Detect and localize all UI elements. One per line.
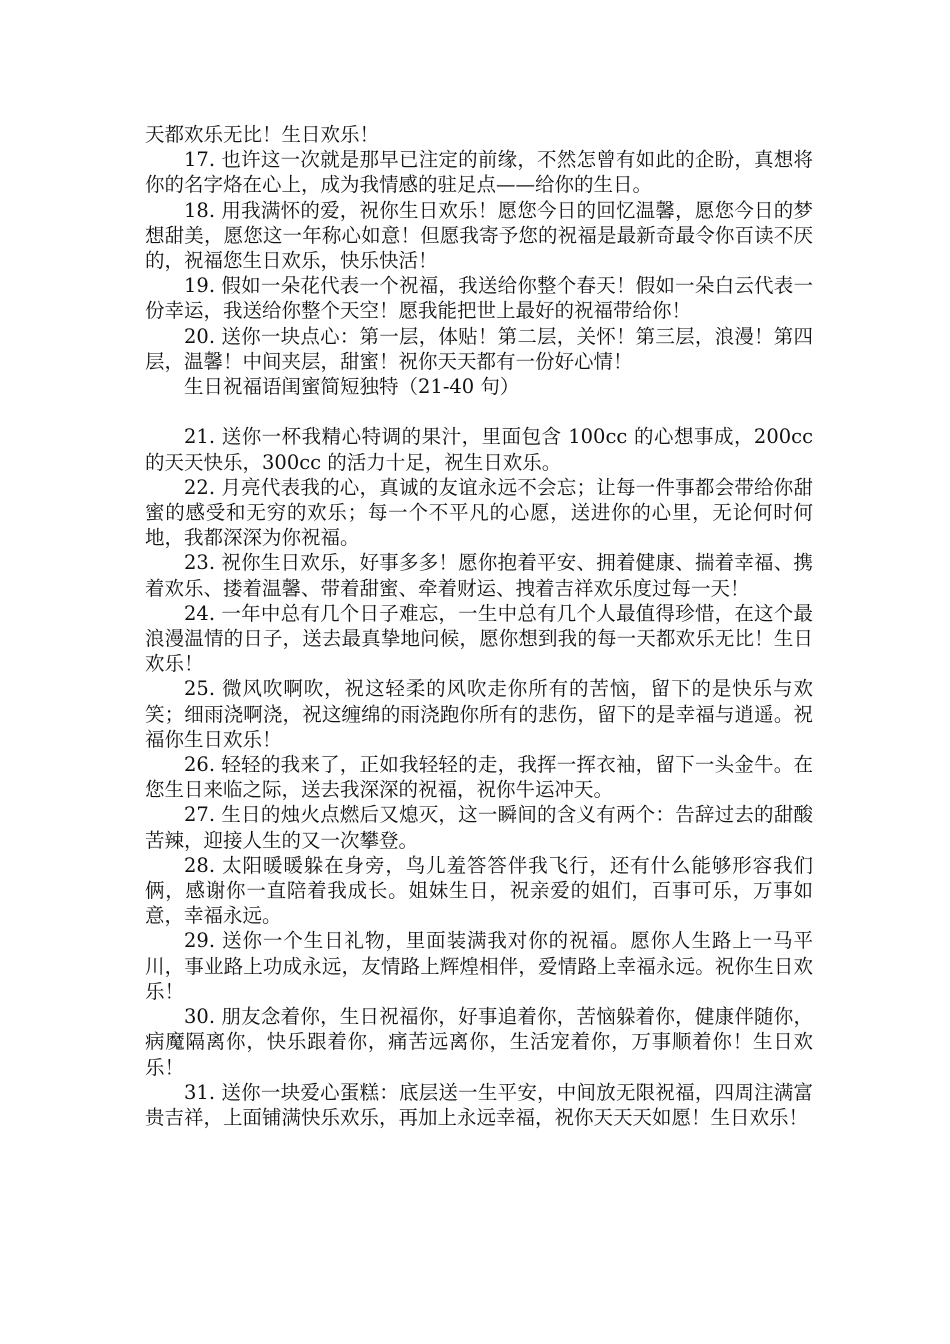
paragraph-21: 21. 送你一杯我精心特调的果汁，里面包含 100cc 的心想事成，200cc 的天天快乐，300cc 的活力十足，祝生日欢乐。 <box>145 425 813 474</box>
paragraph-31: 31. 送你一块爱心蛋糕：底层送一生平安，中间放无限祝福，四周注满富贵吉祥，上面铺满快乐欢乐，再加上永远幸福，祝你天天天如愿！生日欢乐！ <box>145 1080 813 1129</box>
paragraph-24: 24. 一年中总有几个日子难忘，一生中总有几个人最值得珍惜，在这个最浪漫温情的日子，送去最真挚地问候，愿你想到我的每一天都欢乐无比！生日欢乐！ <box>145 601 813 676</box>
section-heading: 生日祝福语闺蜜简短独特（21-40 句） <box>184 375 520 399</box>
paragraph-20: 20. 送你一块点心：第一层，体贴！第二层，关怀！第三层，浪漫！第四层，温馨！中间夹层，甜蜜！祝你天天都有一份好心情！ <box>145 324 813 373</box>
paragraph-29: 29. 送你一个生日礼物，里面装满我对你的祝福。愿你人生路上一马平川，事业路上功成永远，友情路上辉煌相伴，爱情路上幸福永远。祝你生日欢乐！ <box>145 929 813 1003</box>
blank-line <box>145 399 813 424</box>
document-body <box>145 122 813 1130</box>
paragraph-22: 22. 月亮代表我的心，真诚的友谊永远不会忘；让每一件事都会带给你甜蜜的感受和无穷的欢乐；每一个不平凡的心愿，送进你的心里，无论何时何地，我都深深为你祝福。 <box>145 475 813 550</box>
paragraph-30: 30. 朋友念着你，生日祝福你，好事追着你，苦恼躲着你，健康伴随你，病魔隔离你，快乐跟着你，痛苦远离你，生活宠着你，万事顺着你！生日欢乐！ <box>145 1005 813 1079</box>
lead-fragment: 天都欢乐无比！生日欢乐！ <box>145 123 380 146</box>
paragraph-25: 25. 微风吹啊吹，祝这轻柔的风吹走你所有的苦恼，留下的是快乐与欢笑；细雨浇啊浇，祝这缠绵的雨浇跑你所有的悲伤，留下的是幸福与逍遥。祝福你生日欢乐！ <box>145 677 813 751</box>
paragraph-18: 18. 用我满怀的爱，祝你生日欢乐！愿您今日的回忆温馨，愿您今日的梦想甜美，愿您这一年称心如意！但愿我寄予您的祝福是最新奇最令你百读不厌的，祝福您生日欢乐，快乐快活！ <box>145 198 813 273</box>
paragraph-27: 27. 生日的烛火点燃后又熄灭，这一瞬间的含义有两个：告辞过去的甜酸苦辣，迎接人生的又一次攀登。 <box>145 803 813 852</box>
paragraph-17: 17. 也许这一次就是那早已注定的前缘，不然怎曾有如此的企盼，真想将你的名字烙在心上，成为我情感的驻足点——给你的生日。 <box>145 148 813 197</box>
paragraph-26: 26. 轻轻的我来了，正如我轻轻的走，我挥一挥衣袖，留下一头金牛。在您生日来临之际，送去我深深的祝福，祝你牛运冲天。 <box>145 753 813 802</box>
paragraph-23: 23. 祝你生日欢乐，好事多多！愿你抱着平安、拥着健康、揣着幸福、携着欢乐、搂着温馨、带着甜蜜、牵着财运、拽着吉祥欢乐度过每一天！ <box>145 551 813 600</box>
paragraph-19: 19. 假如一朵花代表一个祝福，我送给你整个春天！假如一朵白云代表一份幸运，我送给你整个天空！愿我能把世上最好的祝福带给你！ <box>145 274 813 323</box>
paragraph-28: 28. 太阳暖暖躲在身旁，鸟儿羞答答伴我飞行，还有什么能够形容我们俩，感谢你一直陪着我成长。姐妹生日，祝亲爱的姐们，百事可乐，万事如意，幸福永远。 <box>145 853 813 928</box>
